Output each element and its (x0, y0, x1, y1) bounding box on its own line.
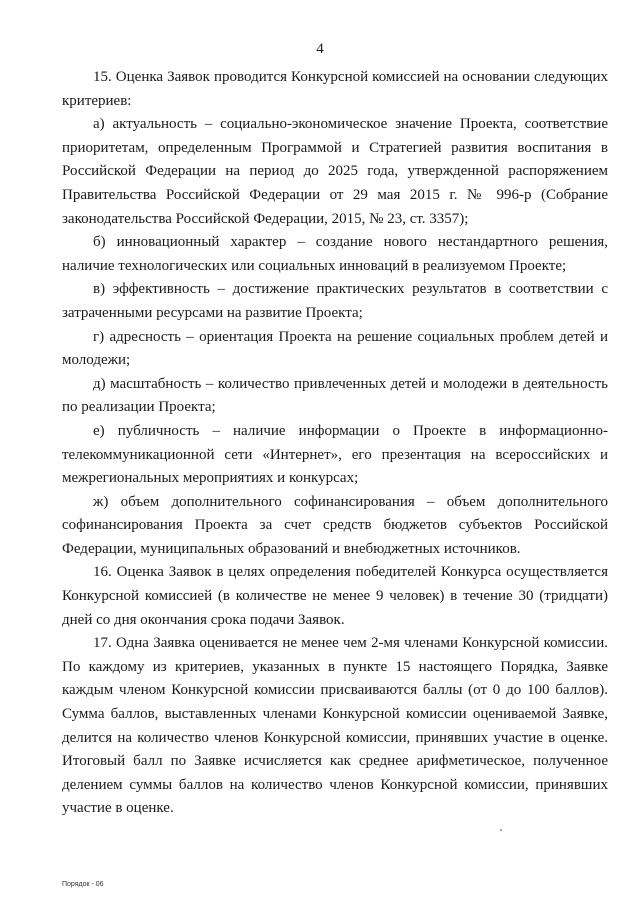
footer-label: Порядок - 06 (62, 881, 104, 888)
criterion-g: г) адресность – ориентация Проекта на решение социальных проблем детей и молодежи; (62, 328, 608, 369)
scan-speck (500, 829, 502, 831)
document-body (62, 66, 608, 821)
criterion-e: е) публичность – наличие информации о Проекте в информационно-телекоммуникационной сети «Интернет», его презентация на всероссийских и межрегиональных мероприятиях и конкурсах; (62, 422, 608, 487)
paragraph-16: 16. Оценка Заявок в целях определения победителей Конкурса осуществляется Конкурсной комиссией (в количестве не менее 9 человек) в течение 30 (тридцати) дней со дня окончания срока подачи Заявок. (62, 564, 608, 628)
criterion-b: б) инновационный характер – создание нового нестандартного решения, наличие технологических или социальных инноваций в реализуемом Проекте; (62, 234, 608, 274)
criterion-d: д) масштабность – количество привлеченных детей и молодежи в деятельность по реализации Проекта; (62, 375, 608, 416)
criterion-zh: ж) объем дополнительного софинансирования – объем дополнительного софинансирования Проекта за счет средств бюджетов субъектов Российской Федерации, муниципальных образований и внебюджетных источников. (62, 493, 608, 557)
page-number: 4 (316, 41, 324, 57)
paragraph-17: 17. Одна Заявка оценивается не менее чем 2-мя членами Конкурсной комиссии. По каждому из критериев, указанных в пункте 15 настоящего Порядка, Заявке каждым членом Конкурсной комиссии присваиваются баллы (от 0 до 100 баллов). Сумма баллов, выставленных членами Конкурсной комиссии оцениваемой Заявке, делится на количество членов Конкурсной комиссии, принявших участие в оценке. Итоговый балл по Заявке исчисляется как среднее арифметическое, полученное делением суммы баллов на количество членов Конкурсной комиссии, принявших участие в оценке. (62, 635, 608, 817)
criterion-v: в) эффективность – достижение практических результатов в соответствии с затраченными ресурсами на развитие Проекта; (62, 281, 608, 321)
criterion-a: а) актуальность – социально-экономическое значение Проекта, соответствие приоритетам, определенным Программой и Стратегией развития воспитания в Российской Федерации на период до 2025 года, утвержденной распоряжением Правительства Российской Федерации от 29 мая 2015 г. № 996-р (Собрание законодательства Российской Федерации, 2015, № 23, ст. 3357); (62, 116, 608, 227)
paragraph-15: 15. Оценка Заявок проводится Конкурсной комиссией на основании следующих критериев: (62, 69, 608, 109)
